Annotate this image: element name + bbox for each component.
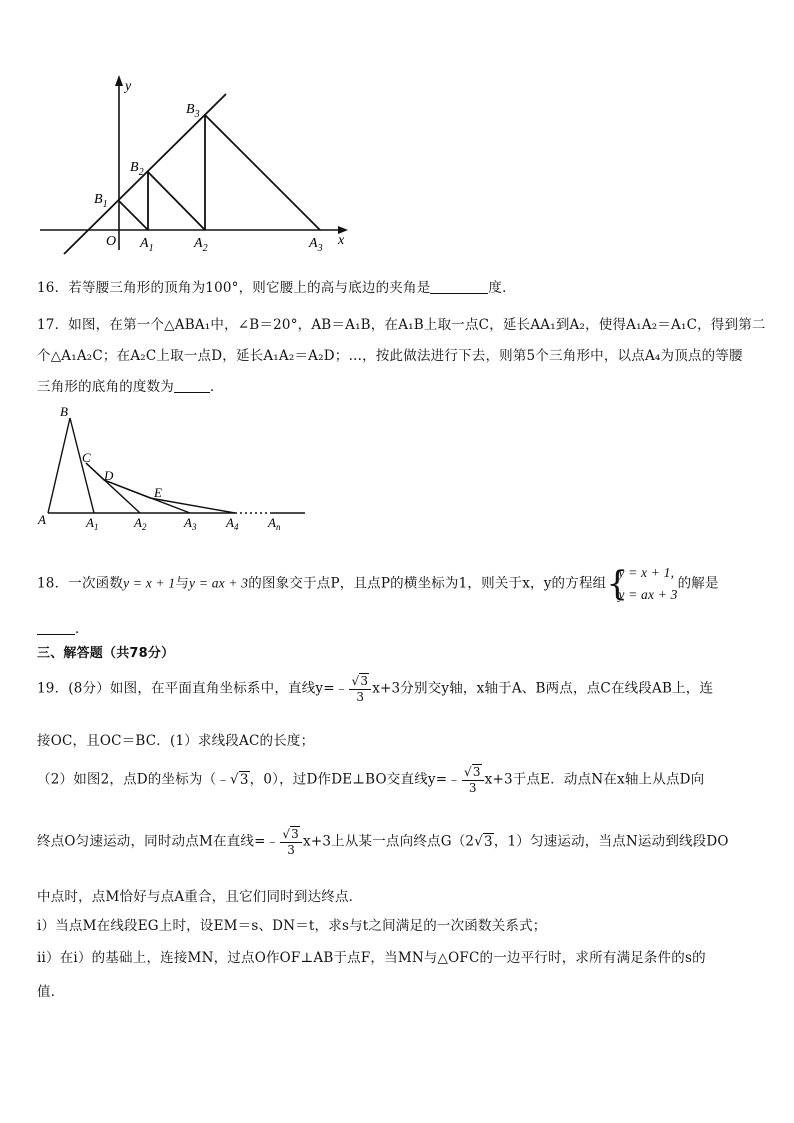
question-19-line-1: [37, 673, 713, 705]
segment-B1-A1: [119, 201, 148, 230]
segment-B3-A3: [205, 115, 320, 230]
segment-B-A1: [70, 418, 94, 513]
question-19-line-6: i）当点M在线段EG上时，设EM＝s、DN＝t，求s与t之间满足的一次函数关系式；: [37, 918, 547, 934]
q19-l4c: ，1）匀速运动，当点N运动到线段DO: [493, 833, 729, 850]
figure-triangle-chain: [30, 400, 320, 535]
label-A2: $A_2$: [134, 515, 147, 532]
q19-l4a: 终点O匀速运动，同时动点M在直线=﹣: [37, 833, 280, 850]
label-B3: $B_3$: [186, 102, 200, 120]
q18-equation-1: y = x + 1,: [618, 565, 675, 580]
label-A1: $A_1$: [86, 515, 99, 532]
label-B: B: [60, 404, 68, 419]
segment-C-D: [86, 463, 104, 480]
q18-text-1: 18．一次函数: [37, 575, 124, 592]
question-18-answer-line: [37, 617, 89, 637]
question-19-line-8: 值．: [37, 984, 65, 1000]
q19-l3a: （2）如图2，点D的坐标为（﹣: [37, 771, 231, 788]
q18-answer-blank[interactable]: [37, 622, 75, 635]
question-17-line-1: 17．如图，在第一个△ABA₁中，∠B＝20°，AB＝A₁B，在A₁B上取一点C，延长AA₁到A₂，使得A₁A₂＝A₁C，得到第二: [37, 317, 766, 333]
q18-function-1: y = x + 1: [123, 575, 176, 591]
q18-text-3: 的图象交于点P，且点P的横坐标为1，则关于x，y的方程组: [248, 575, 607, 592]
sqrt3-inline: 3: [484, 833, 493, 850]
q18-text-end: ．: [75, 621, 89, 637]
label-B2: $B_2$: [130, 160, 144, 178]
q16-answer-blank[interactable]: [430, 281, 488, 294]
question-19-line-4: 终点O匀速运动，同时动点M在直线=﹣ $\frac{√3}{3}$ x+3上从某一点向终点G（2√3，1）匀速运动，当点N运动到线段DO: [37, 827, 729, 857]
label-C: C: [82, 450, 91, 465]
q19-l3b: ，0），过D作DE⊥BO交直线y=﹣: [249, 771, 461, 788]
question-19-line-5: 中点时，点M恰好与点A重合，且它们同时到达终点．: [37, 889, 363, 905]
y-axis-arrow: [115, 75, 123, 86]
label-D: D: [104, 468, 114, 483]
label-An: $A_n$: [268, 515, 281, 532]
question-19-line-7: ii）在i）的基础上，连接MN，过点O作OF⊥AB于点F，当MN与△OFC的一边平行时，求所有满足条件的s的: [37, 950, 706, 966]
label-y: y: [125, 79, 132, 94]
question-16: [37, 276, 516, 296]
label-A3: $A_3$: [309, 236, 323, 254]
label-x: x: [338, 233, 345, 248]
fraction-sqrt3-over-3: $\frac{√3}{3}$: [349, 673, 371, 705]
q17-text: 三角形的底角的度数为: [37, 379, 174, 395]
section-3-heading: 三、解答题（共78分）: [37, 646, 175, 661]
brace-icon: {: [606, 564, 629, 604]
sqrt3-inline: 3: [239, 771, 249, 788]
question-17-line-3: [37, 375, 224, 395]
q18-text-2: 与: [175, 575, 190, 592]
q18-function-2: y = ax + 3: [189, 575, 249, 591]
label-origin: O: [106, 234, 117, 249]
q16-text-end: 度．: [488, 280, 516, 296]
q18-text-4: 的解是: [677, 575, 719, 592]
q19-l1a: 19．(8分）如图，在平面直角坐标系中，直线y=﹣: [37, 680, 349, 697]
fraction-sqrt3-over-3: $\frac{√3}{3}$: [462, 764, 484, 796]
segment-A-B: [48, 418, 70, 513]
fraction-sqrt3-over-3: $\frac{√3}{3}$: [280, 826, 302, 858]
q18-equation-system: [606, 562, 677, 606]
q17-text-end: ．: [210, 379, 224, 395]
question-18: [37, 562, 719, 606]
q19-l1b: x+3分别交y轴，x轴于A、B两点，点C在线段AB上，连: [372, 680, 714, 697]
label-B1: $B_1$: [94, 192, 108, 210]
q18-equation-2: y = ax + 3: [618, 587, 678, 602]
label-A2: $A_2$: [194, 236, 208, 254]
q16-text: 16．若等腰三角形的顶角为100°，则它腰上的高与底边的夹角是: [37, 280, 431, 296]
label-E: E: [154, 485, 162, 500]
label-A: A: [38, 512, 46, 527]
segment-B2-A2: [148, 172, 205, 230]
label-A1: $A_1$: [140, 236, 154, 254]
label-A3: $A_3$: [184, 515, 197, 532]
q19-l4b: x+3上从某一点向终点G（2: [303, 833, 475, 850]
question-19-line-3: （2）如图2，点D的坐标为（﹣√3，0），过D作DE⊥BO交直线y=﹣ $\frac{√3}{3}$ x+3于点E．动点N在x轴上从点D向: [37, 765, 705, 795]
q17-answer-blank[interactable]: [174, 380, 210, 393]
figure-coordinate-diagram: [30, 70, 360, 255]
question-17-line-2: 个△A₁A₂C；在A₂C上取一点D，延长A₁A₂＝A₂D；…，按此做法进行下去，则第5个三角形中，以点A₄为顶点的等腰: [37, 348, 743, 364]
q19-l3c: x+3于点E．动点N在x轴上从点D向: [484, 771, 705, 788]
label-A4: $A_4$: [226, 515, 239, 532]
segment-E-A4: [150, 498, 235, 513]
question-19-line-2: 接OC，且OC＝BC．(1）求线段AC的长度；: [37, 733, 315, 749]
